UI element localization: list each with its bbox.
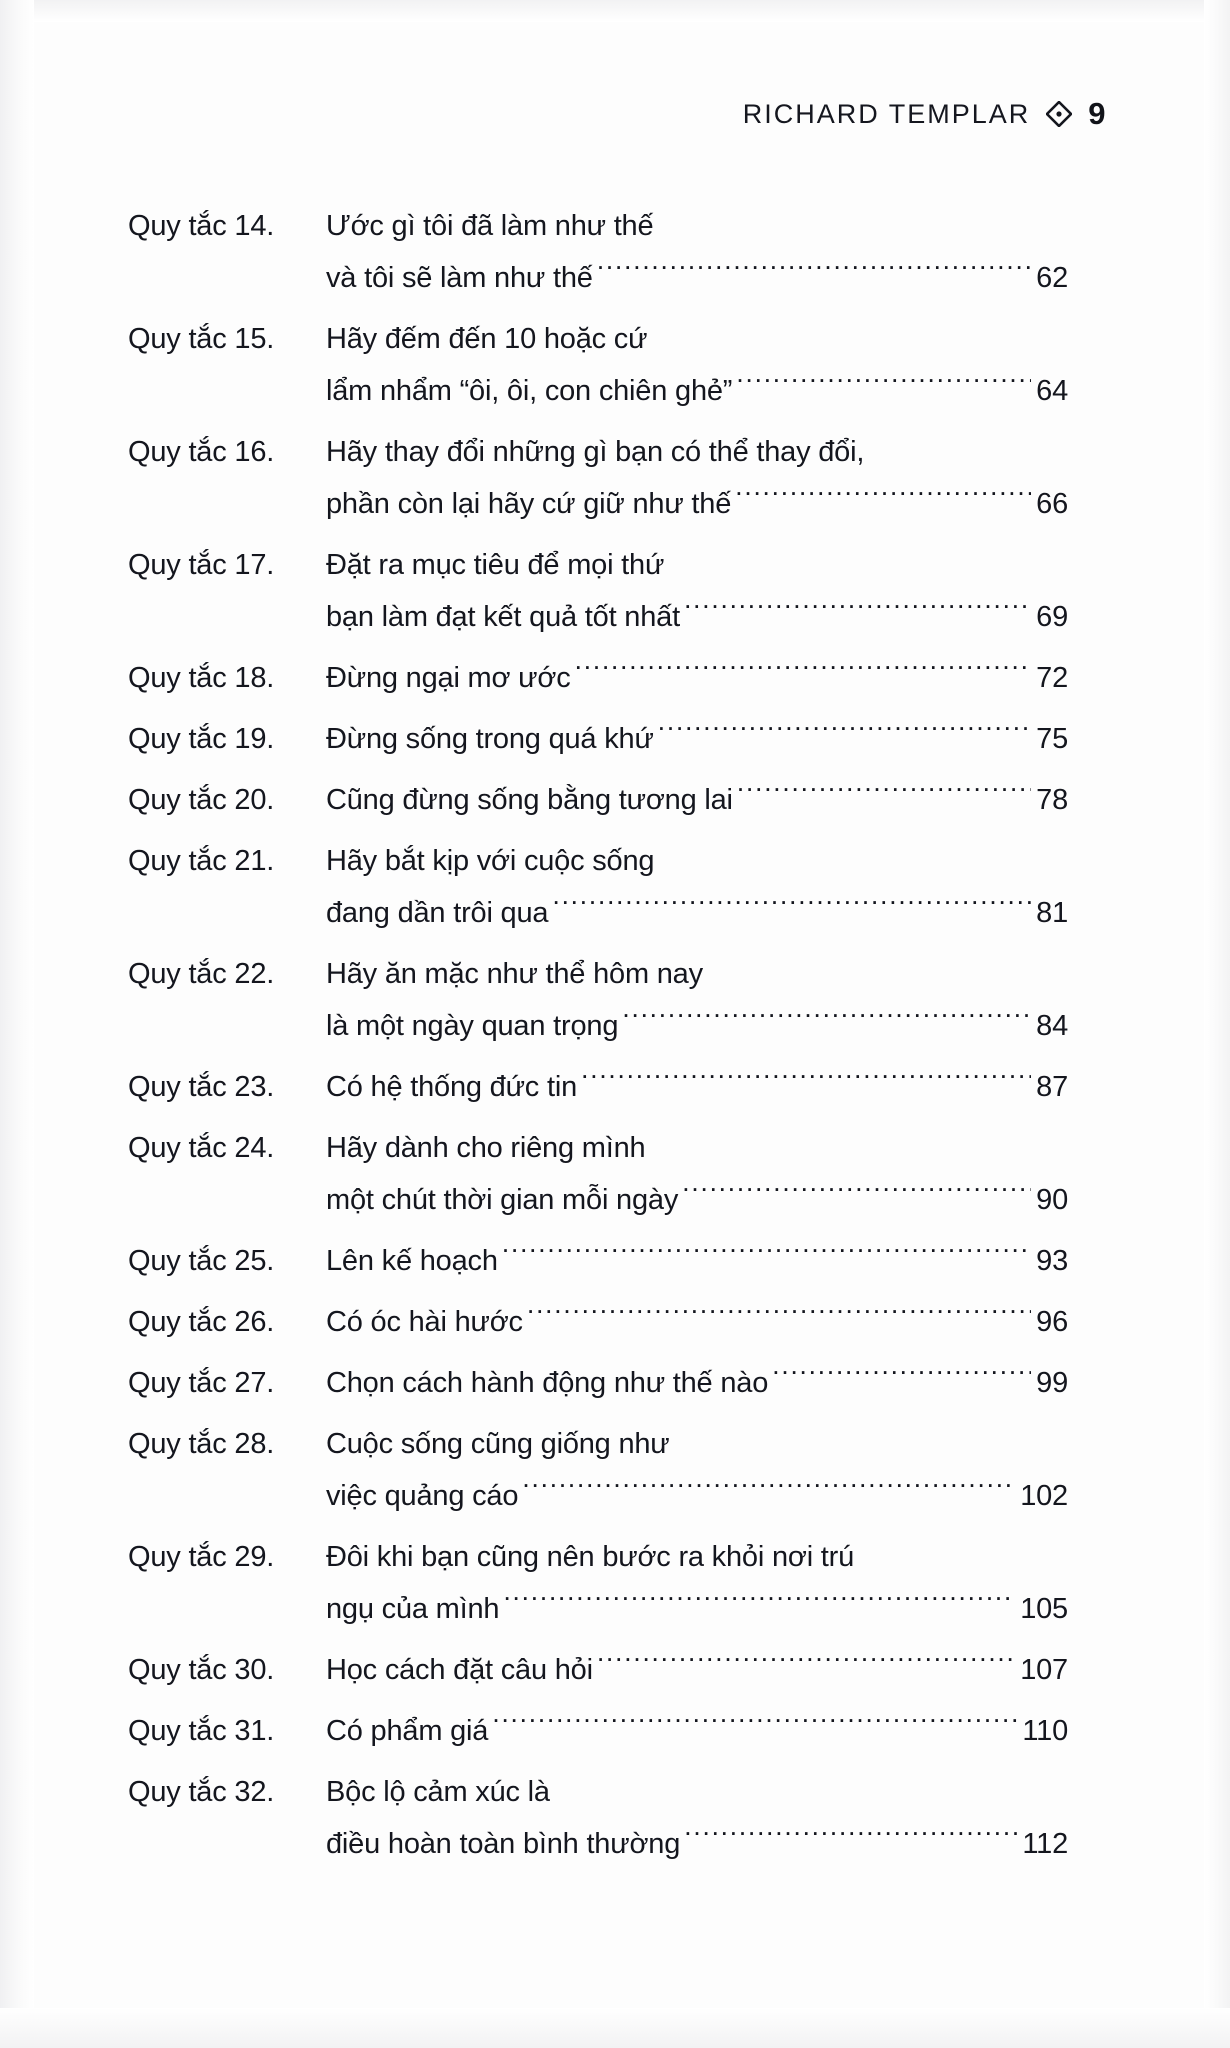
toc-entry-title-block	[326, 652, 1068, 704]
toc-title-line	[326, 313, 1068, 365]
toc-title-text: và tôi sẽ làm như thế	[326, 262, 593, 294]
toc-entry-title-block	[326, 1122, 1068, 1226]
toc-entry[interactable]	[128, 1531, 1068, 1635]
toc-dot-leader	[502, 1241, 1031, 1270]
toc-dot-leader	[737, 780, 1031, 809]
toc-page-number: 90	[1036, 1184, 1068, 1216]
toc-title-text: Có óc hài hước	[326, 1306, 523, 1338]
toc-dot-leader	[684, 1824, 1017, 1853]
toc-title-line	[326, 887, 1068, 939]
toc-title-line	[326, 1061, 1068, 1113]
toc-entry-title-block	[326, 1705, 1068, 1757]
toc-title-line	[326, 1122, 1068, 1174]
toc-page-number: 81	[1036, 897, 1068, 929]
toc-page-number: 64	[1036, 375, 1068, 407]
toc-page-number: 78	[1036, 784, 1068, 816]
toc-entry-label: Quy tắc 26.	[128, 1306, 275, 1338]
toc-entry-label: Quy tắc 18.	[128, 662, 275, 694]
toc-dot-leader	[575, 658, 1032, 687]
toc-title-text: Hãy ăn mặc như thể hôm nay	[326, 958, 703, 990]
toc-page-number: 66	[1036, 488, 1068, 520]
toc-dot-leader	[658, 719, 1031, 748]
toc-page-number: 72	[1036, 662, 1068, 694]
toc-title-text: Chọn cách hành động như thế nào	[326, 1367, 769, 1399]
toc-dot-leader	[492, 1711, 1017, 1740]
toc-entry-title-block	[326, 1766, 1068, 1870]
toc-entry[interactable]	[128, 1061, 1068, 1113]
toc-entry-label: Quy tắc 21.	[128, 845, 275, 877]
toc-entry[interactable]	[128, 713, 1068, 765]
toc-page-number: 69	[1036, 601, 1068, 633]
toc-title-text: Lên kế hoạch	[326, 1245, 498, 1277]
toc-title-text: Hãy dành cho riêng mình	[326, 1132, 646, 1164]
toc-entry[interactable]	[128, 1766, 1068, 1870]
toc-entry[interactable]	[128, 1705, 1068, 1757]
toc-title-line	[326, 835, 1068, 887]
toc-title-text: một chút thời gian mỗi ngày	[326, 1184, 679, 1216]
toc-entry-title-block	[326, 835, 1068, 939]
toc-title-text: Đặt ra mục tiêu để mọi thứ	[326, 549, 665, 581]
toc-page-number: 107	[1020, 1654, 1068, 1686]
toc-entry-title-block	[326, 200, 1068, 304]
toc-entry-label: Quy tắc 32.	[128, 1776, 275, 1808]
page-number: 9	[1088, 96, 1106, 131]
page-edge-bottom	[0, 2008, 1230, 2048]
page-edge-left	[0, 0, 34, 2048]
page-edge-right	[1204, 0, 1230, 2048]
toc-entry-title-block	[326, 1235, 1068, 1287]
toc-entry-label: Quy tắc 30.	[128, 1654, 275, 1686]
toc-entry-title-block	[326, 1418, 1068, 1522]
toc-entry-label: Quy tắc 31.	[128, 1715, 275, 1747]
toc-entry[interactable]	[128, 1296, 1068, 1348]
toc-title-line	[326, 713, 1068, 765]
toc-entry-title-block	[326, 313, 1068, 417]
toc-title-text: Hãy thay đổi những gì bạn có thể thay đổi,	[326, 436, 865, 468]
toc-dot-leader	[772, 1363, 1031, 1392]
toc-dot-leader	[735, 484, 1031, 513]
toc-title-line	[326, 652, 1068, 704]
toc-entry[interactable]	[128, 539, 1068, 643]
toc-title-text: Ước gì tôi đã làm như thế	[326, 210, 654, 242]
toc-entry-title-block	[326, 948, 1068, 1052]
toc-entry-title-block	[326, 1061, 1068, 1113]
toc-entry-label: Quy tắc 28.	[128, 1428, 275, 1460]
toc-page-number: 93	[1036, 1245, 1068, 1277]
toc-entry-label: Quy tắc 17.	[128, 549, 275, 581]
toc-entry-label: Quy tắc 15.	[128, 323, 275, 355]
toc-title-line	[326, 1583, 1068, 1635]
toc-title-text: Đừng sống trong quá khứ	[326, 723, 654, 755]
toc-title-line	[326, 1296, 1068, 1348]
toc-title-line	[326, 1644, 1068, 1696]
toc-title-text: Đôi khi bạn cũng nên bước ra khỏi nơi trú	[326, 1541, 855, 1573]
toc-title-text: lẩm nhẩm “ôi, ôi, con chiên ghẻ”	[326, 375, 733, 407]
toc-entry-label: Quy tắc 14.	[128, 210, 275, 242]
toc-page-number: 87	[1036, 1071, 1068, 1103]
toc-entry-label: Quy tắc 16.	[128, 436, 275, 468]
toc-entry[interactable]	[128, 313, 1068, 417]
toc-dot-leader	[552, 893, 1031, 922]
toc-title-line	[326, 365, 1068, 417]
toc-title-line	[326, 252, 1068, 304]
toc-page-number: 99	[1036, 1367, 1068, 1399]
toc-page-number: 84	[1036, 1010, 1068, 1042]
toc-page-number: 62	[1036, 262, 1068, 294]
toc-entry-label: Quy tắc 29.	[128, 1541, 275, 1573]
toc-entry-label: Quy tắc 20.	[128, 784, 275, 816]
toc-title-text: Hãy bắt kịp với cuộc sống	[326, 845, 655, 877]
toc-entry[interactable]	[128, 774, 1068, 826]
toc-entry-label: Quy tắc 23.	[128, 1071, 275, 1103]
toc-page-number: 112	[1022, 1828, 1068, 1860]
toc-title-text: là một ngày quan trọng	[326, 1010, 619, 1042]
toc-entry-label: Quy tắc 19.	[128, 723, 275, 755]
toc-title-text: phần còn lại hãy cứ giữ như thế	[326, 488, 732, 520]
toc-title-text: ngụ của mình	[326, 1593, 500, 1625]
toc-title-text: Cuộc sống cũng giống như	[326, 1428, 670, 1460]
toc-title-text: việc quảng cáo	[326, 1480, 519, 1512]
toc-entry-label: Quy tắc 27.	[128, 1367, 275, 1399]
toc-entry-title-block	[326, 1357, 1068, 1409]
toc-title-line	[326, 1235, 1068, 1287]
toc-dot-leader	[597, 1650, 1015, 1679]
toc-entry[interactable]	[128, 200, 1068, 304]
toc-entry-title-block	[326, 713, 1068, 765]
toc-title-line	[326, 1531, 1068, 1583]
toc-entry-label: Quy tắc 22.	[128, 958, 275, 990]
toc-entry[interactable]	[128, 948, 1068, 1052]
toc-title-line	[326, 1418, 1068, 1470]
toc-title-text: Hãy đếm đến 10 hoặc cứ	[326, 323, 648, 355]
toc-title-line	[326, 1357, 1068, 1409]
toc-dot-leader	[736, 371, 1031, 400]
toc-page-number: 96	[1036, 1306, 1068, 1338]
toc-page-number: 110	[1022, 1715, 1068, 1747]
toc-title-text: Học cách đặt câu hỏi	[326, 1654, 593, 1686]
toc-dot-leader	[597, 258, 1031, 287]
toc-page-number: 105	[1020, 1593, 1068, 1625]
toc-title-line	[326, 1818, 1068, 1870]
page-edge-top	[0, 0, 1230, 22]
toc-title-line	[326, 426, 1068, 478]
toc-entry[interactable]	[128, 652, 1068, 704]
toc-title-text: Có hệ thống đức tin	[326, 1071, 577, 1103]
toc-title-text: Đừng ngại mơ ước	[326, 662, 571, 694]
toc-title-line	[326, 200, 1068, 252]
toc-dot-leader	[622, 1006, 1031, 1035]
toc-page-number: 102	[1020, 1480, 1068, 1512]
toc-title-text: điều hoàn toàn bình thường	[326, 1828, 681, 1860]
toc-entry-title-block	[326, 426, 1068, 530]
toc-title-line	[326, 774, 1068, 826]
toc-entry[interactable]	[128, 1418, 1068, 1522]
toc-dot-leader	[682, 1180, 1031, 1209]
toc-entry[interactable]	[128, 1357, 1068, 1409]
running-head-author: RICHARD TEMPLAR	[742, 98, 1031, 129]
toc-title-text: đang dần trôi qua	[326, 897, 549, 929]
toc-title-line	[326, 1000, 1068, 1052]
toc-dot-leader	[581, 1067, 1031, 1096]
toc-title-line	[326, 1470, 1068, 1522]
toc-entry-title-block	[326, 1644, 1068, 1696]
toc-dot-leader	[503, 1589, 1015, 1618]
toc-entry-label: Quy tắc 25.	[128, 1245, 275, 1277]
running-head	[743, 96, 1106, 132]
toc-entry[interactable]	[128, 426, 1068, 530]
toc-title-line	[326, 478, 1068, 530]
toc-entry[interactable]	[128, 1122, 1068, 1226]
toc-title-line	[326, 1766, 1068, 1818]
toc-entry-title-block	[326, 1296, 1068, 1348]
diamond-ornament-icon	[1046, 101, 1072, 127]
toc-title-line	[326, 948, 1068, 1000]
toc-dot-leader	[684, 597, 1031, 626]
toc-title-text: Bộc lộ cảm xúc là	[326, 1776, 550, 1808]
toc-entry-title-block	[326, 1531, 1068, 1635]
toc-title-line	[326, 591, 1068, 643]
toc-entry-title-block	[326, 539, 1068, 643]
toc-title-text: bạn làm đạt kết quả tốt nhất	[326, 601, 680, 633]
toc-entry-label: Quy tắc 24.	[128, 1132, 275, 1164]
toc-entry[interactable]	[128, 1644, 1068, 1696]
toc-dot-leader	[527, 1302, 1031, 1331]
toc-entry[interactable]	[128, 1235, 1068, 1287]
toc-title-line	[326, 539, 1068, 591]
table-of-contents	[128, 200, 1068, 1879]
toc-entry[interactable]	[128, 835, 1068, 939]
toc-entry-title-block	[326, 774, 1068, 826]
toc-page-number: 75	[1036, 723, 1068, 755]
toc-title-line	[326, 1174, 1068, 1226]
toc-title-text: Có phẩm giá	[326, 1715, 489, 1747]
toc-title-line	[326, 1705, 1068, 1757]
toc-dot-leader	[522, 1476, 1015, 1505]
toc-title-text: Cũng đừng sống bằng tương lai	[326, 784, 733, 816]
